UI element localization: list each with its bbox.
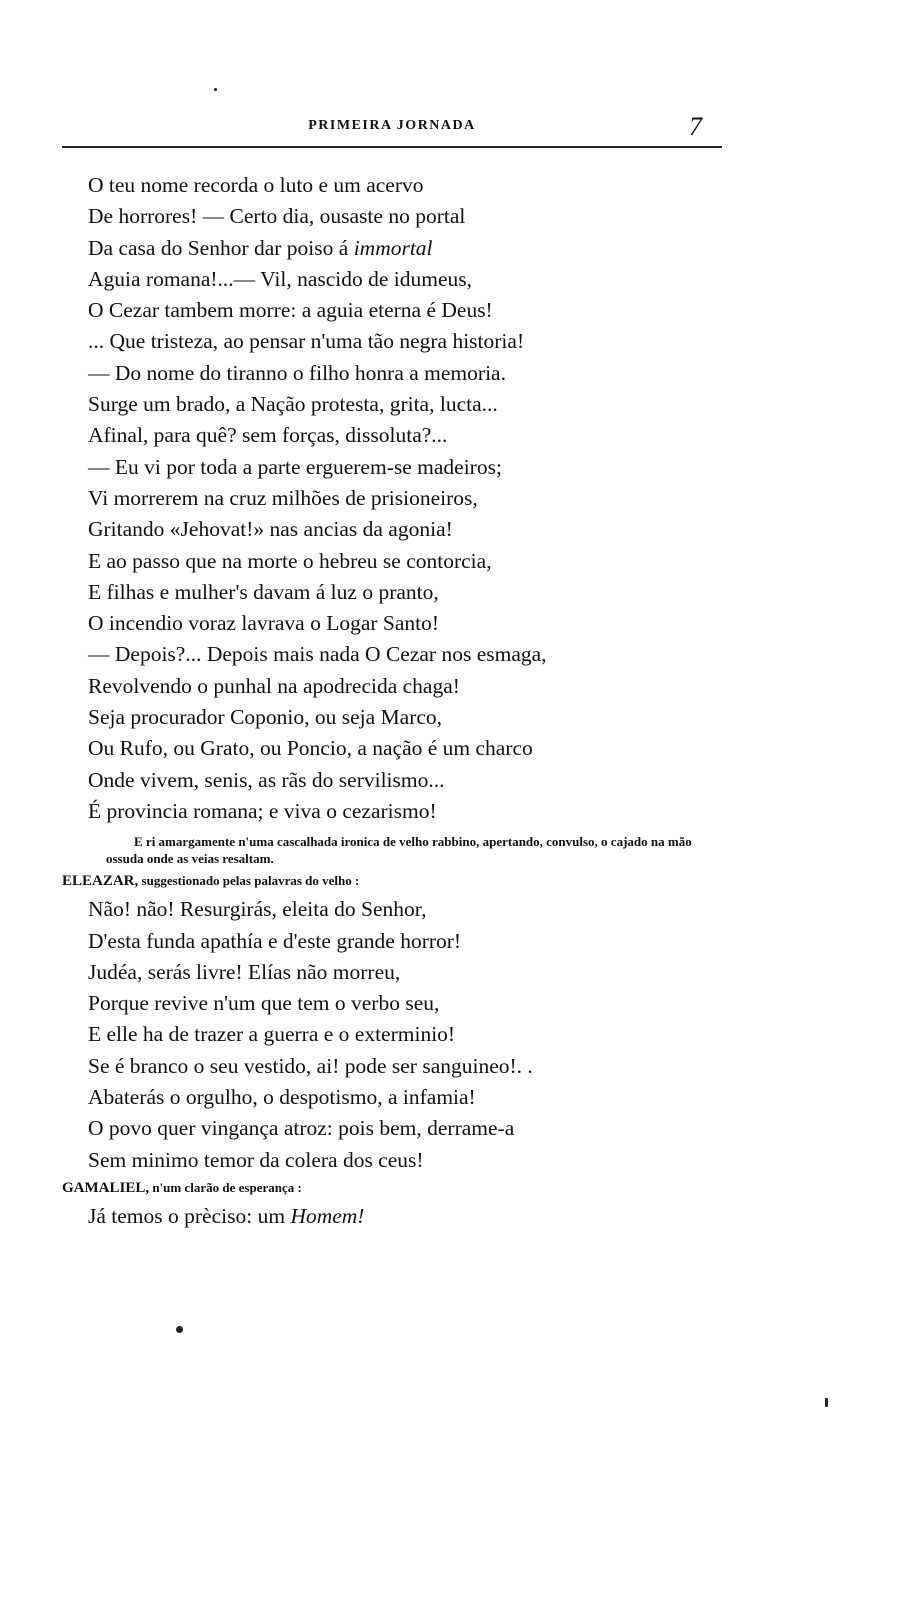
stage-direction: E ri amargamente n'uma cascalhada ironica de velho rabbino, apertando, convulso, o cajado na mão ossuda onde as veias resaltam.	[106, 834, 692, 867]
verse-line: Porque revive n'um que tem o verbo seu,	[88, 991, 440, 1016]
header-rule	[62, 146, 722, 148]
verse-line: — Do nome do tiranno o filho honra a memoria.	[88, 360, 506, 385]
verse-line: É provincia romana; e viva o cezarismo!	[88, 798, 437, 823]
speaker-name: ELEAZAR,	[62, 873, 139, 890]
verse-line: O teu nome recorda o luto e um acervo	[88, 173, 424, 197]
ink-speck	[825, 1398, 828, 1407]
verse-line: D'esta funda apathía e d'este grande horror!	[88, 928, 462, 953]
verse-line: Aguia romana!...— Vil, nascido de idumeus,	[88, 266, 473, 291]
ink-speck	[176, 1326, 183, 1333]
verse-text: Da casa do Senhor dar poiso á	[88, 235, 354, 260]
verse-line: Afinal, para quê? sem forças, dissoluta?...	[88, 423, 448, 448]
ink-speck	[214, 88, 217, 91]
verse-line: E ao passo que na morte o hebreu se contorcia,	[88, 548, 492, 573]
verse-line: Não! não! Resurgirás, eleita do Senhor,	[88, 897, 427, 922]
running-title: PRIMEIRA JORNADA	[308, 118, 476, 133]
verse-line: E elle ha de trazer a guerra e o exterminio!	[88, 1022, 456, 1047]
verse-line: ... Que tristeza, ao pensar n'uma tão negra historia!	[88, 329, 525, 354]
verse-line: De horrores! — Certo dia, ousaste no portal	[88, 204, 466, 229]
verse-line: O Cezar tambem morre: a aguia eterna é Deus!	[88, 298, 493, 323]
speaker-direction: n'um clarão de esperança :	[149, 1179, 302, 1195]
verse-line: Vi morrerem na cruz milhões de prisioneiros,	[88, 485, 478, 510]
verse-line	[88, 1201, 742, 1232]
verse-line: Judéa, serás livre! Elías não morreu,	[88, 959, 401, 984]
page-body	[62, 170, 742, 1232]
verse-line: O incendio voraz lavrava o Logar Santo!	[88, 611, 440, 636]
verse-line: Se é branco o seu vestido, ai! pode ser sanguineo!. .	[88, 1053, 533, 1078]
verse-line: Revolvendo o punhal na apodrecida chaga!	[88, 673, 460, 698]
verse-line: Abaterás o orgulho, o despotismo, a infamia!	[88, 1085, 476, 1110]
page-number: 7	[689, 112, 702, 141]
verse-line: Onde vivem, senis, as rãs do servilismo...	[88, 767, 445, 792]
verse-line: Sem minimo temor da colera dos ceus!	[88, 1147, 424, 1172]
speaker-cue-eleazar	[62, 871, 742, 892]
verse-line: — Depois?... Depois mais nada O Cezar nos esmaga,	[88, 642, 547, 667]
verse-line: Gritando «Jehovat!» nas ancias da agonia!	[88, 517, 453, 542]
verse-line	[88, 233, 742, 264]
verse-line: Ou Rufo, ou Grato, ou Poncio, a nação é um charco	[88, 736, 533, 761]
verse-line: E filhas e mulher's davam á luz o pranto,	[88, 579, 439, 604]
verse-line: O povo quer vingança atroz: pois bem, derrame-a	[88, 1116, 515, 1141]
italic-word: Homem!	[290, 1203, 365, 1228]
speaker-direction: suggestionado pelas palavras do velho :	[138, 873, 360, 889]
speaker-cue-gamaliel	[62, 1178, 742, 1199]
verse-line: — Eu vi por toda a parte erguerem-se madeiros;	[88, 454, 502, 479]
verse-text: Já temos o prèciso: um	[88, 1203, 291, 1228]
italic-word: immortal	[353, 235, 433, 260]
speaker-name: GAMALIEL,	[62, 1179, 150, 1196]
verse-line: Seja procurador Coponio, ou seja Marco,	[88, 705, 443, 730]
verse-line: Surge um brado, a Nação protesta, grita, lucta...	[88, 392, 498, 417]
